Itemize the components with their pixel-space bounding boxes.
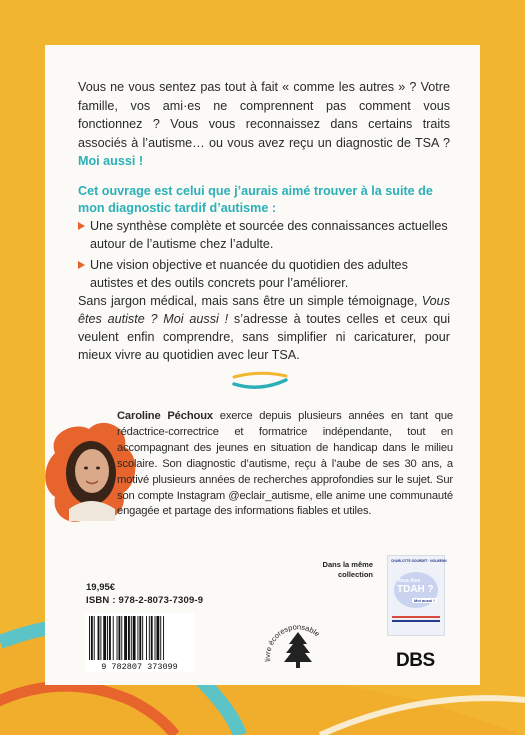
publisher-logo: DBS [396,650,435,671]
author-bio [117,409,453,520]
related-book-title-1: Vous êtes [397,578,421,584]
lead-statement: Cet ouvrage est celui que j’aurais aimé trouver à la suite de mon diagnostic tardif d’autisme : [78,184,433,215]
barcode-number: 9 782807 373099 [101,662,178,672]
isbn: ISBN : 978-2-8073-7309-9 [86,595,204,606]
intro-text: Vous ne vous sentez pas tout à fait « comme les autres » ? Votre famille, vos ami·es ne comprennent pas comment vous fonctionnez ? Vous vous reconnaissez dans certains traits associés à l’autisme… ou vous avez reçu un diagnostic de TSA ? [78,80,450,150]
barcode-graphic [85,613,194,672]
related-book-cover[interactable] [387,555,445,636]
related-book-author: CHARLOTTE GOURDET · NOLWENN [391,559,447,563]
list-item [78,218,450,253]
swoosh-icon [230,368,290,392]
related-book-stripe-red [392,616,440,618]
bullet-triangle-icon [78,222,85,230]
summary-paragraph [78,292,450,364]
eco-label [263,600,333,684]
related-book-title-3: Moi aussi ! [414,598,435,603]
price: 19,95€ [86,582,116,593]
intro-highlight: Moi aussi ! [78,154,144,168]
tree-icon [284,632,312,668]
author-bio-text: exerce depuis plusieurs années en tant que rédactrice-correctrice et formatrice indépendante, tout en accompagnant des jeunes en situation de handicap dans le milieu scolaire. Son diagnostic d’autisme, reçu à l’aube de ses 30 ans, a motivé plusieurs années de recherches approfondies sur le sujet. Sur son compte Instagram @eclair_autisme, elle anime une communauté engagée et partage des informations fiables et utiles. [117,410,453,518]
summary-after: s’adresse à toutes celles et ceux qui veulent enfin comprendre, sans simplifier ni caricaturer, pour mieux vivre au quotidien avec leur TSA. [78,312,451,362]
intro-paragraph [78,78,450,171]
summary-before: Sans jargon médical, mais sans être un simple témoignage, [78,294,418,308]
bullet-list [78,218,450,296]
bullet-triangle-icon [78,261,85,269]
bullet-text: Une synthèse complète et sourcée des connaissances actuelles autour de l’autisme chez l’adulte. [90,219,448,251]
list-item [78,257,450,292]
author-name: Caroline Péchoux [117,410,213,422]
book-title-italic: Vous êtes autiste ? Moi aussi ! [78,294,450,326]
bullet-text: Une vision objective et nuancée du quotidien des adultes autistes et des outils concrets pour l’améliorer. [90,258,408,290]
related-book-stripe-blue [392,620,440,622]
back-cover-panel [45,45,480,685]
eco-label-text: livre écoresponsable [263,622,322,663]
same-collection-label: Dans la même collection [322,560,373,579]
related-book-title-2: TDAH ? [397,584,434,595]
